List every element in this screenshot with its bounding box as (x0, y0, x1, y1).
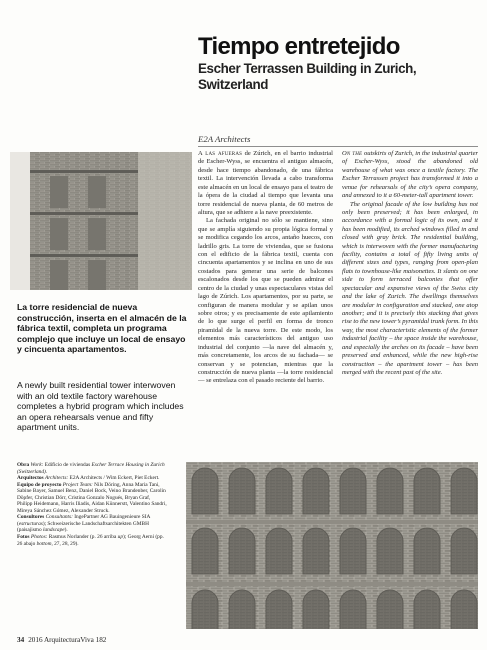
article-title: Tiempo entretejido (198, 33, 400, 60)
credit-label: Arquitectos (17, 475, 44, 482)
bricked-arch-window (229, 468, 255, 514)
credit-label-en: Architects: (44, 475, 69, 482)
tower-facade-image (10, 152, 192, 290)
bricked-arch-window (414, 590, 440, 629)
credit-label-en: Photos: (30, 534, 48, 541)
page-footer (17, 636, 106, 644)
credit-text-en: Escher Terrace Housing in Zurich (Switzerland). (17, 462, 165, 475)
tower-facade-photo (10, 152, 192, 290)
credit-label: Equipo de proyecto (17, 481, 62, 488)
body-column-english (342, 150, 478, 458)
lead-in: A las afueras (198, 150, 243, 157)
bricked-arch-window (266, 528, 292, 574)
credit-label-en: Work: (30, 462, 44, 468)
body-column-spanish (198, 150, 333, 458)
paragraph: The original facade of the low building has not only been preserved; it has been enlarged, in accordance with a formal logic of its own, and it has been modified, its arched windows filled in and closed with gray brick. The residential building, which is interwoven with the former manufacturing facility, contains a total of fifty living units of different sizes and types, ranging from open-plan flats to townhouse-like maisonettes. It slants on one side to form terraced balconies that offer spectacular and expansive views of the Swiss city and the lake of Zurich. The dwellings themselves are modular in configuration and stacked, one atop another; and it is precisely this stacking that gives rise to the new tower’s pyramidal trunk form. In this way, the most characteristic elements of the former industrial facility – the space inside the warehouse, and especially the arches on its facade – have been preserved and enhanced, while the new high-rise construction – the apartment tower – has been merged with the recent past of the site. (342, 200, 478, 376)
section-rule (198, 146, 478, 147)
bricked-arch-window (377, 590, 403, 629)
project-credits (17, 462, 167, 547)
bricked-arch-window (266, 468, 292, 514)
bricked-arch-window (340, 528, 366, 574)
architects-credit: E2A Architects (198, 134, 251, 144)
bricked-arch-window (451, 590, 477, 629)
bricked-arch-window (414, 528, 440, 574)
credit-label: Fotos (17, 534, 30, 541)
bricked-arch-window (192, 528, 218, 574)
paragraph-text: outskirts of Zurich, in the industrial quarter of Escher-Wyss, stood the abandoned old warehouse of what was once a textile factory. The Escher Terrassen project has transformed it into a venue for rehearsals of the city’s opera company, and annexed to it a 60-meter-tall apartment tower. (342, 150, 478, 200)
bricked-arch-window (414, 468, 440, 514)
credit-text: Nils Döring, Anna Maria Tani, Sabine Bayer, Samuel Benz, Daniel Bock, Veino Brandenber, Carolin Döpfer, Christian Dörr, Cristina Gonzalo Nogués, Bryan Graf, Philipp Heidemann, Harris Iliadis, Aidan Künnerstt, Valentino Sandri, Mireya Sánchez Gómez, Alexander Struck. (17, 481, 167, 514)
caption-english: A newly built residential tower interwoven with an old textile factory warehouse completes a hybrid program which includes an opera rehearsals venue and fifty apartment units. (17, 380, 184, 433)
credit-text-en: estructuras (18, 520, 43, 527)
bricked-arch-window (340, 590, 366, 629)
credit-text-en: bottom (36, 540, 52, 547)
bricked-arch-window (451, 468, 477, 514)
bricked-arch-window (451, 528, 477, 574)
caption-spanish: La torre residencial de nueva construcción, inserta en el almacén de la fábrica textil, completa un programa complejo que incluye un local de ensayo y cincuenta apartamentos. (17, 302, 187, 355)
credit-text: ); Schweizerische Landschaftsarchitekten GMBH (paisajismo (17, 520, 149, 534)
bricked-arch-window (229, 528, 255, 574)
credit-text: E2A Architects / Wim Eckert, Piet Eckert. (68, 475, 160, 482)
credit-text-en: up (117, 534, 123, 541)
credit-text: ); Georg Aerni (pp. 26 abajo (17, 534, 164, 547)
bricked-arch-window (340, 468, 366, 514)
credit-text: ). (64, 527, 68, 534)
bricked-arch-window (229, 590, 255, 629)
lead-in: On the (342, 150, 363, 157)
paragraph (342, 150, 478, 201)
paragraph: La fachada original no sólo se mantiene, sino que se amplía siguiendo su propia lógica formal y se modifica cegando los arcos, antaño huecos, con ladrillo gris. La torre de viviendas, que se fusiona con el edificio de la fábrica textil, cuenta con cincuenta apartamentos y se inclina en uno de sus costados para generar una serie de balcones escalonados desde los que se pueden admirar el centro de la ciudad y unas espectaculares vistas del lago de Zúrich. Los apartamentos, por su parte, se configuran de manera modular y se apilan unos sobre otros; y es precisamente de este apilamiento de lo que surge el perfil en forma de tronco piramidal de la nueva torre. De este modo, los elementos más característicos del antiguo uso industrial del conjunto —la nave del almacén y, más concretamente, los arcos de su fachada— se conservan y se potencian, mientras que la construcción de nueva planta —la torre residencial— se entrelaza con el pasado reciente del barrio. (198, 217, 333, 385)
credit-text-en: landscape (42, 527, 65, 534)
credit-label: Obra (17, 462, 30, 468)
paragraph (198, 150, 333, 217)
credit-text: IngePartner AG Bauingenieure SIA ( (17, 514, 151, 527)
page-number: 34 (17, 636, 25, 644)
credit-label-en: Project Team: (62, 481, 93, 488)
credit-label: Consultores (17, 514, 45, 521)
bricked-arch-window (377, 468, 403, 514)
paragraph-text: de Zúrich, en el barrio industrial de Escher-Wyss, se encuentra el antiguo almacén, desde hace tiempo abandonado, de una fábrica textil. La intervención llevada a cabo transforma este almacén en un local de ensayo para el teatro de la ópera de la ciudad al tiempo que levanta una torre residencial de nueva planta, de 60 metros de altura, que se adhiere a la nave preexistente. (198, 150, 333, 216)
warehouse-facade-image (186, 462, 478, 629)
bricked-arch-window (377, 528, 403, 574)
bricked-arch-window (303, 528, 329, 574)
bricked-arch-window (192, 468, 218, 514)
credit-text: Edificio de viviendas (43, 462, 92, 468)
bricked-arch-window (303, 468, 329, 514)
bricked-arch-window (303, 590, 329, 629)
bricked-arch-window (192, 590, 218, 629)
bricked-arch-window (266, 590, 292, 629)
warehouse-facade-photo (186, 462, 478, 629)
credit-text: Rasmus Norlander (p. 26 arriba (47, 534, 118, 541)
credit-label-en: Consultants: (45, 514, 73, 521)
credit-text: , 27, 28, 29). (51, 540, 79, 547)
article-subtitle: Escher Terrassen Building in Zurich, Switzerland (198, 61, 417, 92)
publication-name: 2016 ArquitecturaViva 182 (28, 636, 107, 644)
